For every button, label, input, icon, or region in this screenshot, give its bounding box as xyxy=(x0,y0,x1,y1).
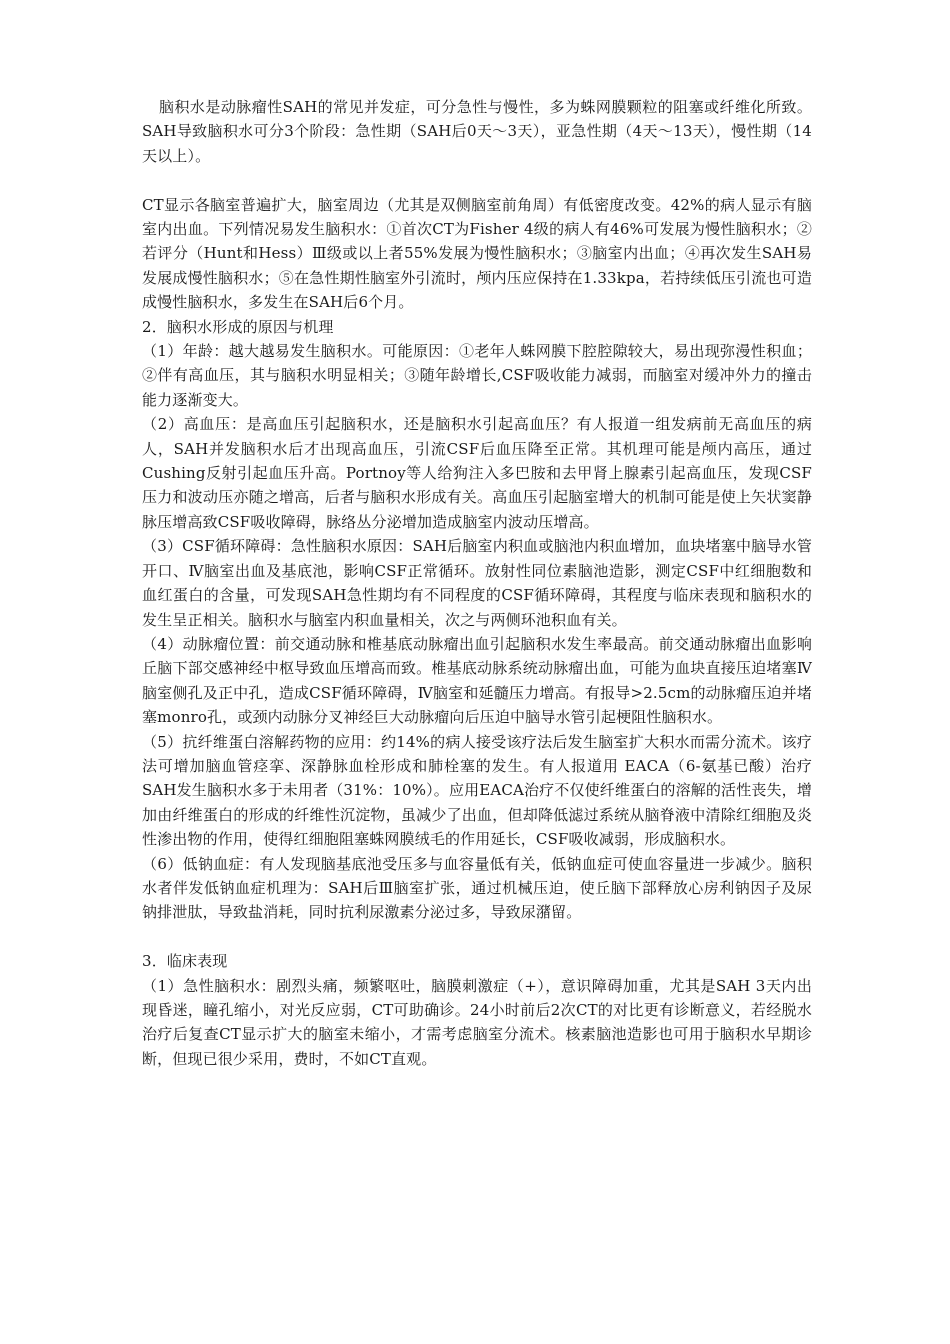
blank-line xyxy=(142,925,812,949)
csf-circulation-paragraph: （3）CSF循环障碍：急性脑积水原因：SAH后脑室内积血或脑池内积血增加，血块堵塞中脑导水管开口、Ⅳ脑室出血及基底池，影响CSF正常循环。放射性同位素脑池造影，测定CSF中红细胞数和血红蛋白的含量，可发现SAH急性期均有不同程度的CSF循环障碍，其程度与临床表现和脑积水的发生呈正相关。脑积水与脑室内积血量相关，次之与两侧环池积血有关。 xyxy=(142,537,812,629)
hypertension-paragraph: （2）高血压：是高血压引起脑积水，还是脑积水引起高血压？有人报道一组发病前无高血压的病人，SAH并发脑积水后才出现高血压，引流CSF后血压降至正常。其机理可能是颅内高压，通过Cushing反射引起血压升高。Portnoy等人给狗注入多巴胺和去甲肾上腺素引起高血压，发现CSF压力和波动压亦随之增高，后者与脑积水形成有关。高血压引起脑室增大的机制可能是使上矢状窦静脉压增高致CSF吸收障碍，脉络丛分泌增加造成脑室内波动压增高。 xyxy=(142,415,812,531)
section-heading-clinical: 3．临床表现 xyxy=(142,952,228,971)
aneurysm-location-paragraph: （4）动脉瘤位置：前交通动脉和椎基底动脉瘤出血引起脑积水发生率最高。前交通动脉瘤出血影响丘脑下部交感神经中枢导致血压增高而致。椎基底动脉系统动脉瘤出血，可能为血块直接压迫堵塞Ⅳ脑室侧孔及正中孔，造成CSF循环障碍，Ⅳ脑室和延髓压力增高。有报导>2.5cm的动脉瘤压迫并堵塞monro孔，或颈内动脉分叉神经巨大动脉瘤向后压迫中脑导水管引起梗阻性脑积水。 xyxy=(142,634,812,727)
age-paragraph: （1）年龄：越大越易发生脑积水。可能原因：①老年人蛛网膜下腔腔隙较大，易出现弥漫性积血；②伴有高血压，其与脑积水明显相关；③随年龄增长,CSF吸收能力减弱，而脑室对缓冲外力的撞击能力逐渐变大。 xyxy=(142,342,812,409)
antifibrinolytic-paragraph: （5）抗纤维蛋白溶解药物的应用：约14%的病人接受该疗法后发生脑室扩大积水而需分流术。该疗法可增加脑血管痉挛、深静脉血栓形成和肺栓塞的发生。有人报道用 EACA（6-氨基已酸）治疗SAH发生脑积水多于未用者（31%：10%）。应用EACA治疗不仅使纤维蛋白的溶解的活性丧失，增加由纤维蛋白的形成的纤维性沉淀物，虽减少了出血，但却降低滤过系统从脑脊液中清除红细胞及炎性渗出物的作用，使得红细胞阻塞蛛网膜绒毛的作用延长，CSF吸收减弱，形成脑积水。 xyxy=(142,732,812,849)
hyponatremia-paragraph: （6）低钠血症：有人发现脑基底池受压多与血容量低有关，低钠血症可使血容量进一步减少。脑积水者伴发低钠血症机理为：SAH后Ⅲ脑室扩张，通过机械压迫，使丘脑下部释放心房利钠因子及尿钠排泄肽，导致盐消耗，同时抗利尿激素分泌过多，导致尿潴留。 xyxy=(142,854,812,922)
ct-findings-paragraph: CT显示各脑室普遍扩大，脑室周边（尤其是双侧脑室前角周）有低密度改变。42%的病人显示有脑室内出血。下列情况易发生脑积水：①首次CT为Fisher 4级的病人有46%可发展为慢性脑积水；②若评分（Hunt和Hess）Ⅲ级或以上者55%发展为慢性脑积水；③脑室内出血；④再次发生SAH易发展成慢性脑积水；⑤在急性期性脑室外引流时，颅内压应保持在1.33kpa，若持续低压引流也可造成慢性脑积水，多发生在SAH后6个月。 xyxy=(142,195,812,312)
blank-line xyxy=(142,168,812,192)
document-page xyxy=(142,95,812,1071)
acute-hydrocephalus-paragraph: （1）急性脑积水：剧烈头痛，频繁呕吐，脑膜刺激症（+），意识障碍加重，尤其是SAH 3天内出现昏迷，瞳孔缩小，对光反应弱，CT可助确诊。24小时前后2次CT的对比更有诊断意义，若经脱水治疗后复查CT显示扩大的脑室未缩小，才需考虑脑室分流术。核素脑池造影也可用于脑积水早期诊断，但现已很少采用，费时，不如CT直观。 xyxy=(142,976,812,1068)
section-heading-causes: 2．脑积水形成的原因与机理 xyxy=(142,317,334,336)
intro-paragraph: 脑积水是动脉瘤性SAH的常见并发症，可分急性与慢性，多为蛛网膜颗粒的阻塞或纤维化所致。SAH导致脑积水可分3个阶段：急性期（SAH后0天～3天），亚急性期（4天～13天），慢性期（14天以上）。 xyxy=(142,98,812,165)
